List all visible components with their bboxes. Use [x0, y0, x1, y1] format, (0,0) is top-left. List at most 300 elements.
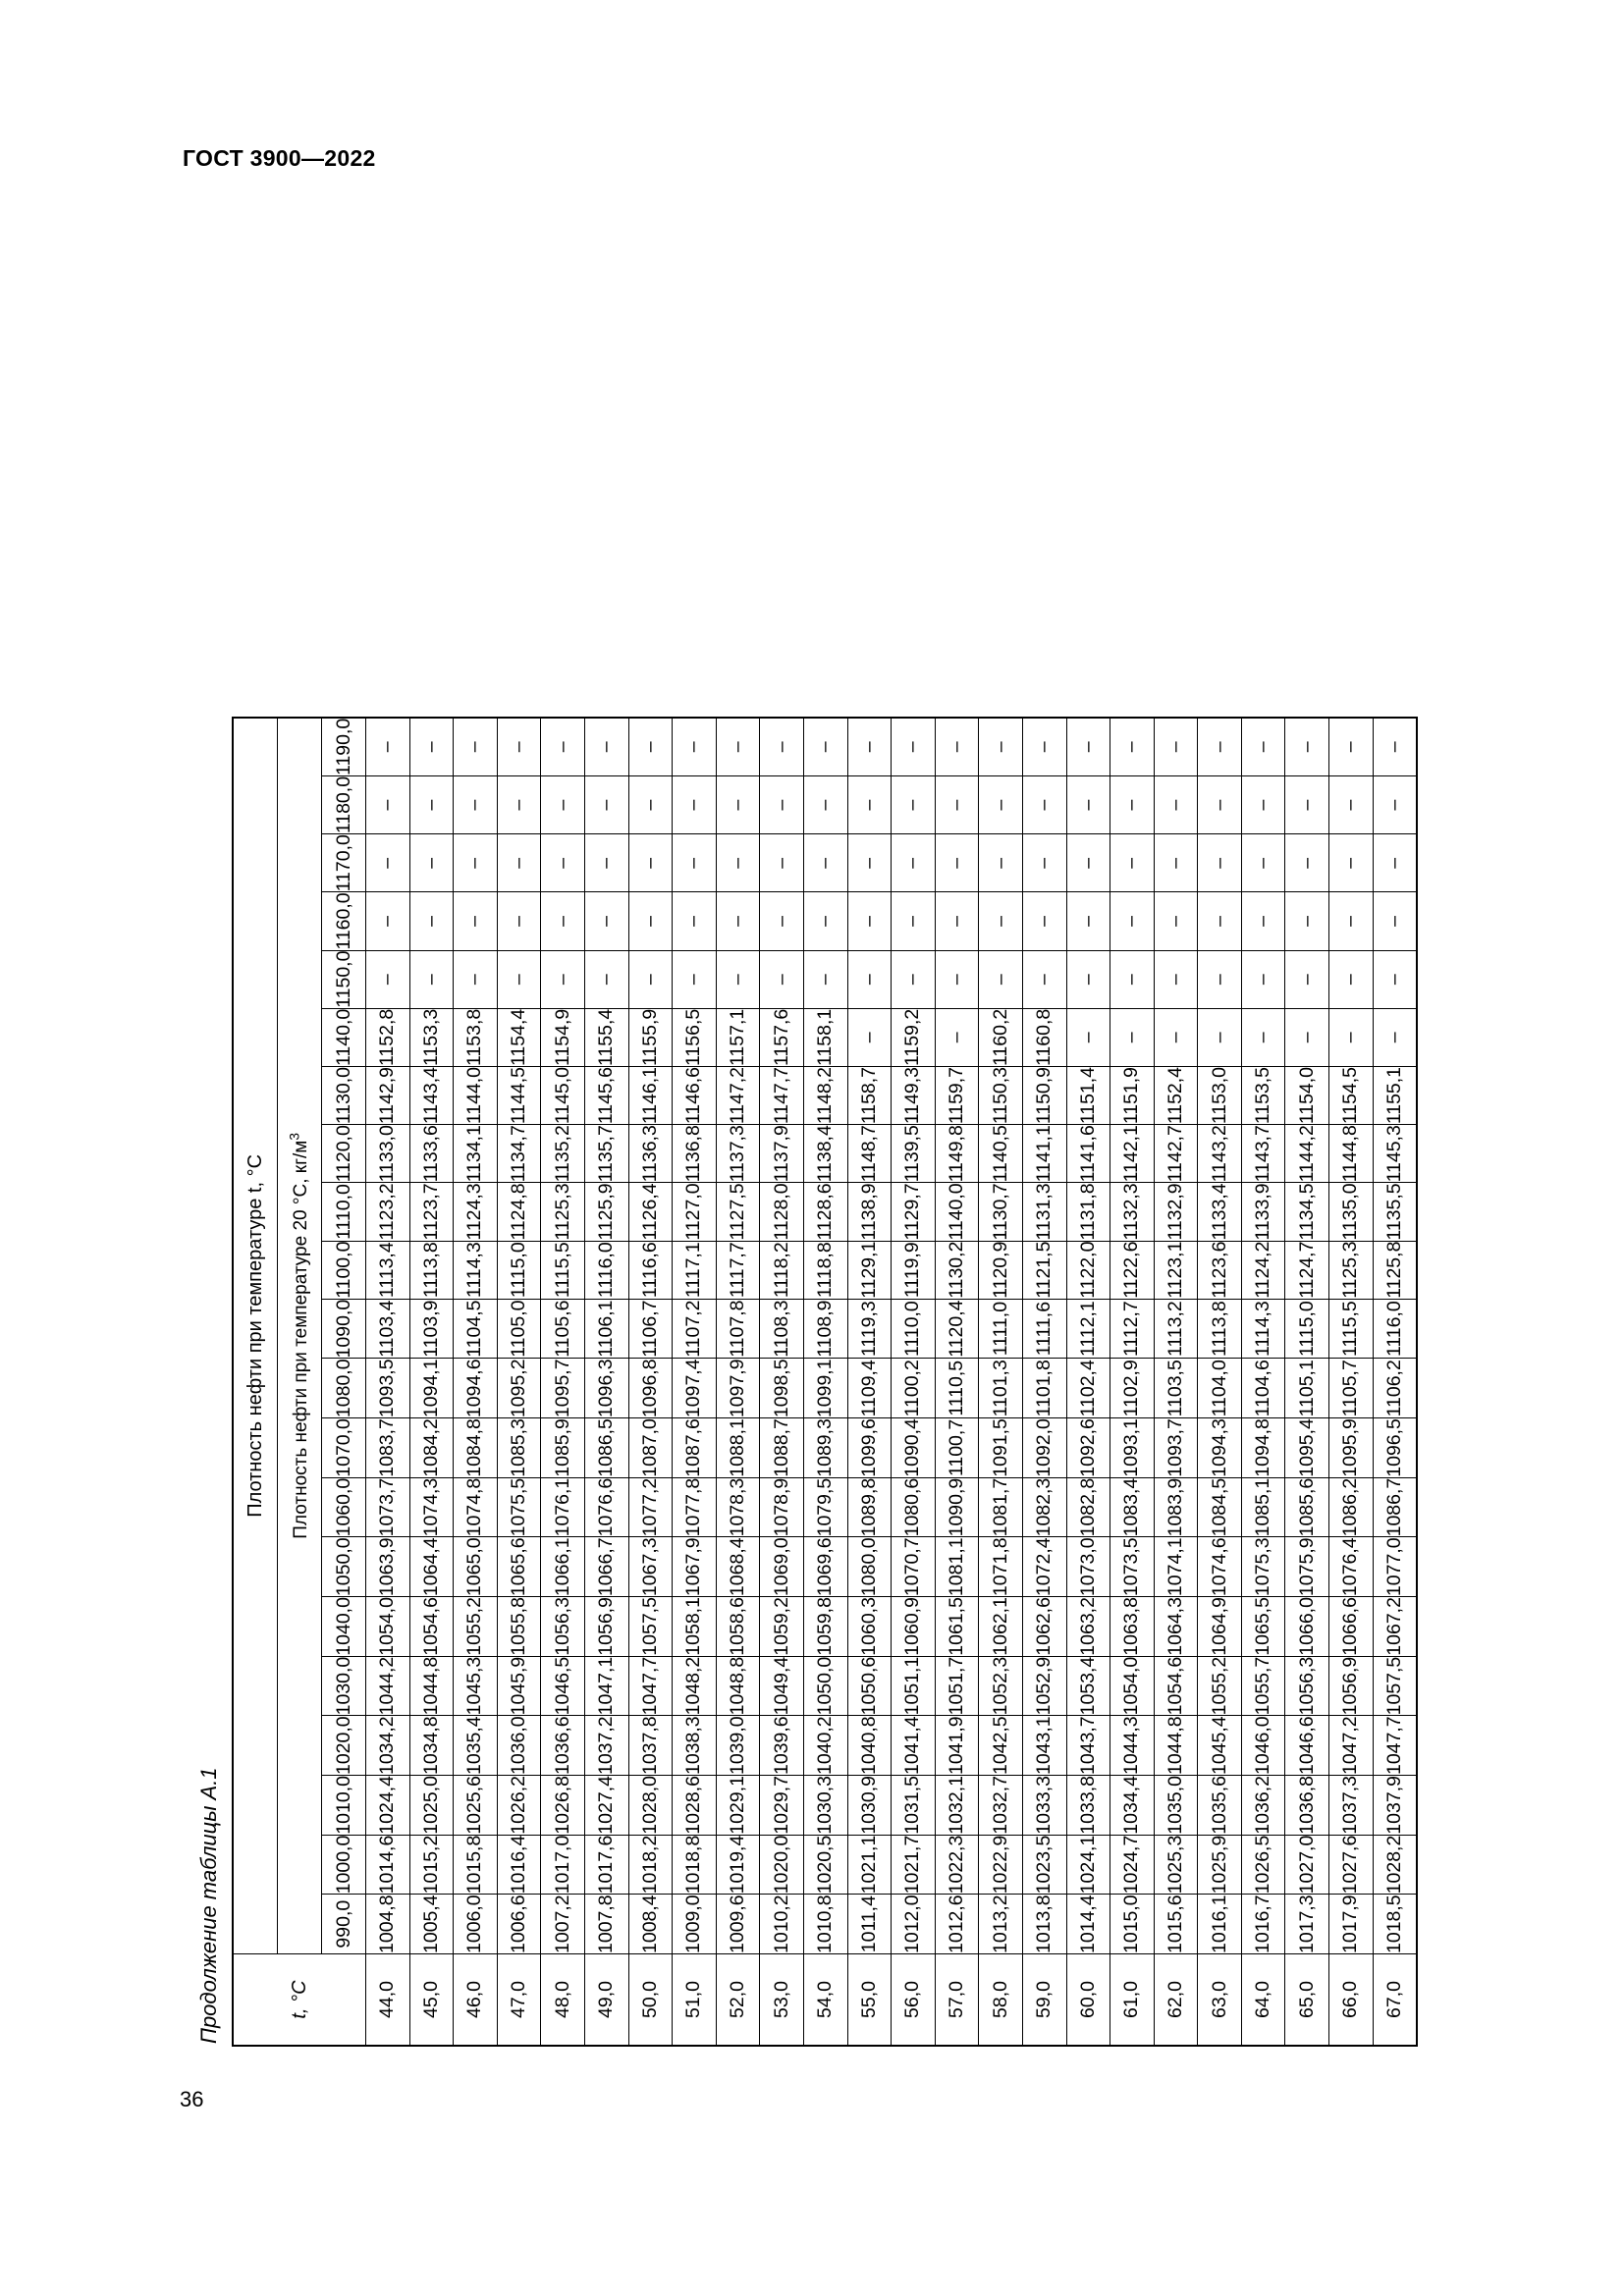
- table-cell: –: [366, 834, 410, 892]
- table-cell: 1052,9: [1022, 1656, 1066, 1716]
- table-cell: –: [847, 1008, 892, 1066]
- row-label: 52,0: [716, 1954, 760, 2047]
- table-cell: 1023,5: [1022, 1835, 1066, 1895]
- table-cell: 1024,7: [1110, 1835, 1155, 1895]
- table-cell: 1006,0: [454, 1895, 498, 1954]
- table-cell: 1080,6: [892, 1477, 936, 1537]
- table-cell: 1051,7: [935, 1656, 979, 1716]
- table-cell: 1027,0: [1285, 1835, 1329, 1895]
- column-header-row: [322, 718, 366, 2046]
- table-cell: 1074,3: [409, 1477, 454, 1537]
- table-cell: 1044,3: [1110, 1716, 1155, 1776]
- table-cell: 1086,2: [1329, 1477, 1374, 1537]
- table-cell: 1096,8: [628, 1359, 673, 1418]
- table-cell: 1158,7: [847, 1066, 892, 1124]
- table-cell: 1160,8: [1022, 1008, 1066, 1066]
- table-cell: 1137,9: [760, 1125, 804, 1183]
- table-cell: –: [1022, 718, 1066, 776]
- table-cell: 1021,1: [847, 1835, 892, 1895]
- table-cell: 1091,5: [979, 1418, 1023, 1478]
- table-cell: 1016,1: [1198, 1895, 1242, 1954]
- table-cell: 1151,4: [1066, 1066, 1110, 1124]
- table-cell: –: [1241, 834, 1285, 892]
- table-cell: 1159,7: [935, 1066, 979, 1124]
- table-cell: 1077,0: [1373, 1537, 1417, 1597]
- column-header: 1100,0: [322, 1241, 366, 1299]
- table-row: [628, 718, 673, 2046]
- table-cell: –: [497, 775, 541, 833]
- table-cell: 1073,0: [1066, 1537, 1110, 1597]
- table-cell: 1088,7: [760, 1418, 804, 1478]
- table-cell: 1053,4: [1066, 1656, 1110, 1716]
- table-cell: 1037,3: [1329, 1776, 1374, 1836]
- table-cell: 1096,3: [584, 1359, 628, 1418]
- table-cell: –: [1022, 950, 1066, 1008]
- table-cell: 1064,9: [1198, 1597, 1242, 1657]
- column-header: 1160,0: [322, 892, 366, 950]
- table-row: [366, 718, 410, 2046]
- table-cell: –: [892, 834, 936, 892]
- table-cell: 1143,2: [1198, 1125, 1242, 1183]
- table-cell: 1145,0: [541, 1066, 585, 1124]
- table-cell: 1143,7: [1241, 1125, 1285, 1183]
- table-cell: 1132,3: [1110, 1183, 1155, 1241]
- column-header: 1180,0: [322, 775, 366, 833]
- table-cell: 1078,3: [716, 1477, 760, 1537]
- table-cell: 1133,6: [409, 1125, 454, 1183]
- column-header: 1050,0: [322, 1537, 366, 1597]
- column-header: 1010,0: [322, 1776, 366, 1836]
- row-label: 64,0: [1241, 1954, 1285, 2047]
- table-cell: 1060,3: [847, 1597, 892, 1657]
- table-caption: Продолжение таблицы А.1: [196, 1767, 221, 2044]
- group-header-row: [233, 718, 278, 2046]
- table-cell: 1107,2: [673, 1299, 717, 1359]
- table-cell: 1124,2: [1241, 1241, 1285, 1299]
- table-cell: –: [366, 718, 410, 776]
- table-cell: –: [979, 718, 1023, 776]
- table-cell: 1013,8: [1022, 1895, 1066, 1954]
- table-cell: 1097,9: [716, 1359, 760, 1418]
- table-cell: –: [673, 834, 717, 892]
- table-cell: 1137,3: [716, 1125, 760, 1183]
- table-cell: 1108,9: [803, 1299, 847, 1359]
- table-cell: 1119,9: [892, 1241, 936, 1299]
- table-cell: 1020,0: [760, 1835, 804, 1895]
- table-cell: 1140,5: [979, 1125, 1023, 1183]
- table-cell: 1007,2: [541, 1895, 585, 1954]
- table-cell: 1113,4: [366, 1241, 410, 1299]
- table-cell: 1084,8: [454, 1418, 498, 1478]
- table-cell: 1022,3: [935, 1835, 979, 1895]
- table-cell: 1073,7: [366, 1477, 410, 1537]
- table-cell: –: [1285, 892, 1329, 950]
- table-cell: 1092,0: [1022, 1418, 1066, 1478]
- table-cell: –: [716, 892, 760, 950]
- table-cell: –: [935, 775, 979, 833]
- table-cell: 1055,2: [1198, 1656, 1242, 1716]
- table-cell: 1149,3: [892, 1066, 936, 1124]
- table-cell: 1094,8: [1241, 1418, 1285, 1478]
- column-header: 1080,0: [322, 1359, 366, 1418]
- table-cell: 1028,2: [1373, 1835, 1417, 1895]
- column-header: 1040,0: [322, 1597, 366, 1657]
- table-cell: –: [497, 892, 541, 950]
- column-header: 1020,0: [322, 1716, 366, 1776]
- table-cell: 1092,6: [1066, 1418, 1110, 1478]
- table-row: [541, 718, 585, 2046]
- table-cell: –: [1285, 775, 1329, 833]
- table-cell: 1145,3: [1373, 1125, 1417, 1183]
- table-cell: –: [847, 718, 892, 776]
- table-cell: –: [673, 718, 717, 776]
- table-cell: 1139,5: [892, 1125, 936, 1183]
- column-header: 990,0: [322, 1895, 366, 1954]
- table-cell: 1076,1: [541, 1477, 585, 1537]
- table-cell: 1059,2: [760, 1597, 804, 1657]
- row-label: 51,0: [673, 1954, 717, 2047]
- table-cell: 1004,8: [366, 1895, 410, 1954]
- table-cell: 1074,6: [1198, 1537, 1242, 1597]
- table-cell: 1057,5: [628, 1597, 673, 1657]
- table-cell: 1028,6: [673, 1776, 717, 1836]
- table-cell: 1034,8: [409, 1716, 454, 1776]
- table-cell: –: [1110, 718, 1155, 776]
- row-label: 65,0: [1285, 1954, 1329, 2047]
- table-cell: –: [892, 892, 936, 950]
- table-cell: 1099,6: [847, 1418, 892, 1478]
- table-cell: 1154,0: [1285, 1066, 1329, 1124]
- table-cell: 1093,1: [1110, 1418, 1155, 1478]
- table-cell: 1015,0: [1110, 1895, 1155, 1954]
- table-cell: 1085,9: [541, 1418, 585, 1478]
- table-cell: 1086,5: [584, 1418, 628, 1478]
- table-cell: 1160,2: [979, 1008, 1023, 1066]
- table-cell: –: [1022, 892, 1066, 950]
- table-cell: 1058,6: [716, 1597, 760, 1657]
- table-cell: 1044,8: [1154, 1716, 1198, 1776]
- table-cell: –: [979, 775, 1023, 833]
- table-cell: 1055,2: [454, 1597, 498, 1657]
- table-cell: 1122,6: [1110, 1241, 1155, 1299]
- table-cell: 1073,5: [1110, 1537, 1155, 1597]
- table-cell: 1027,4: [584, 1776, 628, 1836]
- table-cell: 1045,9: [497, 1656, 541, 1716]
- table-cell: 1121,5: [1022, 1241, 1066, 1299]
- table-cell: –: [1241, 950, 1285, 1008]
- table-cell: 1026,5: [1241, 1835, 1285, 1895]
- table-cell: 1104,5: [454, 1299, 498, 1359]
- table-cell: –: [1110, 834, 1155, 892]
- table-cell: –: [716, 950, 760, 1008]
- table-cell: 1094,1: [409, 1359, 454, 1418]
- table-cell: –: [409, 834, 454, 892]
- table-cell: 1110,0: [892, 1299, 936, 1359]
- table-cell: 1147,2: [716, 1066, 760, 1124]
- table-cell: 1105,6: [541, 1299, 585, 1359]
- table-cell: –: [673, 892, 717, 950]
- table-cell: –: [760, 775, 804, 833]
- table-cell: 1083,9: [1154, 1477, 1198, 1537]
- table-cell: 1159,2: [892, 1008, 936, 1066]
- table-cell: 1058,1: [673, 1597, 717, 1657]
- table-cell: 1116,0: [1373, 1299, 1417, 1359]
- table-cell: –: [1373, 775, 1417, 833]
- row-label: 62,0: [1154, 1954, 1198, 2047]
- table-cell: 1037,8: [628, 1716, 673, 1776]
- table-cell: 1048,8: [716, 1656, 760, 1716]
- table-cell: –: [454, 775, 498, 833]
- table-cell: –: [1198, 892, 1242, 950]
- table-cell: 1040,2: [803, 1716, 847, 1776]
- table-cell: 1036,8: [1285, 1776, 1329, 1836]
- table-cell: 1067,3: [628, 1537, 673, 1597]
- table-cell: 1124,3: [454, 1183, 498, 1241]
- table-cell: –: [1285, 950, 1329, 1008]
- table-cell: 1133,9: [1241, 1183, 1285, 1241]
- table-cell: 1141,6: [1066, 1125, 1110, 1183]
- table-cell: –: [935, 834, 979, 892]
- table-cell: 1054,6: [409, 1597, 454, 1657]
- table-cell: 1157,1: [716, 1008, 760, 1066]
- table-cell: –: [366, 950, 410, 1008]
- table-cell: 1032,1: [935, 1776, 979, 1836]
- table-cell: 1063,9: [366, 1537, 410, 1597]
- density-table: [232, 717, 1418, 2047]
- table-cell: 1145,6: [584, 1066, 628, 1124]
- table-cell: 1020,5: [803, 1835, 847, 1895]
- column-header: 1140,0: [322, 1008, 366, 1066]
- table-cell: –: [628, 892, 673, 950]
- table-cell: 1076,6: [584, 1477, 628, 1537]
- table-cell: –: [584, 892, 628, 950]
- table-cell: 1051,1: [892, 1656, 936, 1716]
- table-cell: 1085,6: [1285, 1477, 1329, 1537]
- table-cell: 1034,2: [366, 1716, 410, 1776]
- table-cell: 1090,4: [892, 1418, 936, 1478]
- table-cell: –: [409, 718, 454, 776]
- table-cell: 1019,4: [716, 1835, 760, 1895]
- table-cell: 1007,8: [584, 1895, 628, 1954]
- row-label: 63,0: [1198, 1954, 1242, 2047]
- table-row: [1241, 718, 1285, 2046]
- table-cell: 1025,3: [1154, 1835, 1198, 1895]
- table-cell: 1013,2: [979, 1895, 1023, 1954]
- table-cell: –: [1110, 1008, 1155, 1066]
- table-cell: –: [1022, 775, 1066, 833]
- table-body: [366, 718, 1418, 2046]
- table-cell: 1102,9: [1110, 1359, 1155, 1418]
- table-cell: –: [760, 892, 804, 950]
- table-cell: 1104,0: [1198, 1359, 1242, 1418]
- table-cell: 1131,3: [1022, 1183, 1066, 1241]
- table-cell: –: [847, 775, 892, 833]
- table-cell: 1106,7: [628, 1299, 673, 1359]
- table-cell: 1066,6: [1329, 1597, 1374, 1657]
- table-cell: 1042,5: [979, 1716, 1023, 1776]
- table-cell: –: [935, 718, 979, 776]
- table-cell: 1070,7: [892, 1537, 936, 1597]
- table-cell: –: [1198, 950, 1242, 1008]
- table-cell: 1077,8: [673, 1477, 717, 1537]
- table-cell: 1116,0: [584, 1241, 628, 1299]
- table-cell: 1038,3: [673, 1716, 717, 1776]
- table-cell: 1035,4: [454, 1716, 498, 1776]
- table-cell: –: [454, 834, 498, 892]
- table-cell: –: [541, 834, 585, 892]
- table-cell: 1036,2: [1241, 1776, 1285, 1836]
- table-cell: –: [1241, 892, 1285, 950]
- table-cell: –: [935, 950, 979, 1008]
- row-label: 67,0: [1373, 1954, 1417, 2047]
- table-cell: 1117,7: [716, 1241, 760, 1299]
- table-cell: –: [1285, 1008, 1329, 1066]
- table-cell: –: [409, 775, 454, 833]
- table-cell: 1144,2: [1285, 1125, 1329, 1183]
- table-cell: 1150,3: [979, 1066, 1023, 1124]
- table-cell: 1014,4: [1066, 1895, 1110, 1954]
- table-cell: 1045,4: [1198, 1716, 1242, 1776]
- table-cell: 1111,6: [1022, 1299, 1066, 1359]
- table-cell: 1113,2: [1154, 1299, 1198, 1359]
- table-row: [760, 718, 804, 2046]
- table-cell: 1124,8: [497, 1183, 541, 1241]
- row-label: 60,0: [1066, 1954, 1110, 2047]
- table-cell: –: [1329, 1008, 1374, 1066]
- table-cell: 1081,7: [979, 1477, 1023, 1537]
- table-cell: –: [760, 834, 804, 892]
- table-cell: 1142,7: [1154, 1125, 1198, 1183]
- table-cell: 1142,9: [366, 1066, 410, 1124]
- table-cell: 1063,8: [1110, 1597, 1155, 1657]
- table-cell: –: [628, 834, 673, 892]
- table-cell: 1029,1: [716, 1776, 760, 1836]
- table-cell: 1115,0: [1285, 1299, 1329, 1359]
- page-header: ГОСТ 3900—2022: [183, 145, 376, 171]
- table-cell: –: [628, 775, 673, 833]
- table-cell: –: [673, 775, 717, 833]
- table-cell: 1047,7: [1373, 1716, 1417, 1776]
- table-cell: 1155,1: [1373, 1066, 1417, 1124]
- table-cell: 1127,0: [673, 1183, 717, 1241]
- table-cell: 1155,4: [584, 1008, 628, 1066]
- table-cell: –: [716, 775, 760, 833]
- table-cell: 1033,8: [1066, 1776, 1110, 1836]
- table-cell: 1122,0: [1066, 1241, 1110, 1299]
- table-cell: –: [1066, 718, 1110, 776]
- row-label: 53,0: [760, 1954, 804, 2047]
- table-cell: 1006,6: [497, 1895, 541, 1954]
- table-cell: 1123,2: [366, 1183, 410, 1241]
- table-row: [892, 718, 936, 2046]
- table-cell: –: [541, 892, 585, 950]
- table-cell: 1079,5: [803, 1477, 847, 1537]
- table-cell: 1120,4: [935, 1299, 979, 1359]
- table-cell: 1149,8: [935, 1125, 979, 1183]
- table-cell: 1054,0: [1110, 1656, 1155, 1716]
- table-cell: –: [1285, 834, 1329, 892]
- table-cell: 1135,5: [1373, 1183, 1417, 1241]
- table-cell: 1060,9: [892, 1597, 936, 1657]
- column-header: 1060,0: [322, 1477, 366, 1537]
- table-cell: 1075,9: [1285, 1537, 1329, 1597]
- table-cell: 1082,8: [1066, 1477, 1110, 1537]
- table-cell: –: [847, 834, 892, 892]
- table-cell: 1125,8: [1373, 1241, 1417, 1299]
- table-cell: 1025,9: [1198, 1835, 1242, 1895]
- table-cell: 1018,5: [1373, 1895, 1417, 1954]
- column-header: 1130,0: [322, 1066, 366, 1124]
- row-label: 50,0: [628, 1954, 673, 2047]
- table-cell: 1125,3: [1329, 1241, 1374, 1299]
- table-cell: –: [541, 950, 585, 1008]
- table-cell: –: [803, 950, 847, 1008]
- table-cell: 1044,8: [409, 1656, 454, 1716]
- table-cell: 1068,4: [716, 1537, 760, 1597]
- table-cell: 1035,0: [1154, 1776, 1198, 1836]
- column-header: 1030,0: [322, 1656, 366, 1716]
- table-cell: –: [1110, 892, 1155, 950]
- table-cell: –: [1154, 950, 1198, 1008]
- table-cell: 1148,2: [803, 1066, 847, 1124]
- table-cell: –: [497, 950, 541, 1008]
- table-cell: 1052,3: [979, 1656, 1023, 1716]
- table-cell: 1087,6: [673, 1418, 717, 1478]
- table-cell: –: [847, 950, 892, 1008]
- table-cell: 1080,0: [847, 1537, 892, 1597]
- table-cell: 1055,8: [497, 1597, 541, 1657]
- table-cell: 1152,8: [366, 1008, 410, 1066]
- table-cell: 1061,5: [935, 1597, 979, 1657]
- table-cell: –: [979, 892, 1023, 950]
- table-cell: 1054,0: [366, 1597, 410, 1657]
- table-cell: –: [1241, 775, 1285, 833]
- table-cell: 1046,6: [1285, 1716, 1329, 1776]
- table-cell: 1094,3: [1198, 1418, 1242, 1478]
- table-cell: 1015,8: [454, 1835, 498, 1895]
- table-cell: 1049,4: [760, 1656, 804, 1716]
- table-cell: –: [584, 834, 628, 892]
- table-cell: 1120,9: [979, 1241, 1023, 1299]
- table-cell: 1136,3: [628, 1125, 673, 1183]
- table-cell: 1103,9: [409, 1299, 454, 1359]
- table-cell: 1069,0: [760, 1537, 804, 1597]
- table-cell: 1108,3: [760, 1299, 804, 1359]
- table-cell: 1151,9: [1110, 1066, 1155, 1124]
- table-cell: 1024,1: [1066, 1835, 1110, 1895]
- table-cell: 1156,5: [673, 1008, 717, 1066]
- table-row: [584, 718, 628, 2046]
- group-header: Плотность нефти при температуре t, °C: [233, 718, 278, 1954]
- table-row: [803, 718, 847, 2046]
- table-cell: 1011,4: [847, 1895, 892, 1954]
- table-cell: 1069,6: [803, 1537, 847, 1597]
- table-cell: 1083,4: [1110, 1477, 1155, 1537]
- table-cell: 1030,3: [803, 1776, 847, 1836]
- table-cell: 1084,5: [1198, 1477, 1242, 1537]
- row-label: 49,0: [584, 1954, 628, 2047]
- table-row: [935, 718, 979, 2046]
- table-cell: 1116,6: [628, 1241, 673, 1299]
- table-cell: 1082,3: [1022, 1477, 1066, 1537]
- table-cell: 1031,5: [892, 1776, 936, 1836]
- table-cell: 1153,5: [1241, 1066, 1285, 1124]
- table-row: [716, 718, 760, 2046]
- table-cell: 1039,0: [716, 1716, 760, 1776]
- table-cell: –: [584, 950, 628, 1008]
- table-cell: 1102,4: [1066, 1359, 1110, 1418]
- table-cell: 1018,8: [673, 1835, 717, 1895]
